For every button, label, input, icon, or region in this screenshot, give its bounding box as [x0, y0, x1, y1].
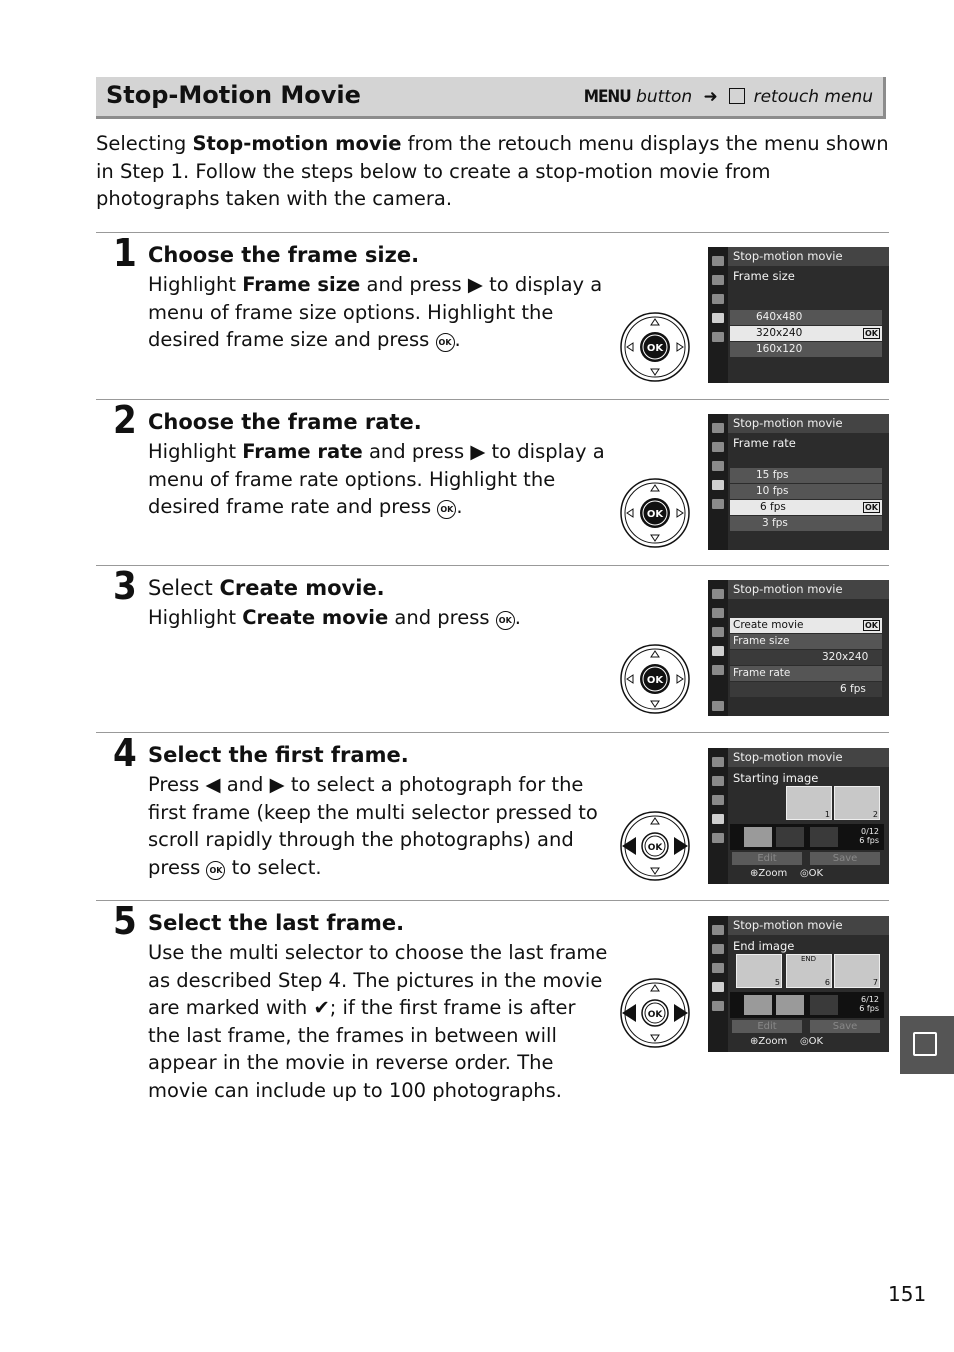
- step-text: .: [514, 606, 521, 629]
- step-bold: Create movie: [242, 606, 389, 629]
- ok-label: OK: [808, 868, 824, 879]
- option-row: Frame size: [730, 634, 882, 649]
- intro-text-2: from the retouch menu displays the menu shown in Step 1. Follow the steps below to create a stop-motion movie from photographs taken with the camera.: [96, 132, 889, 210]
- ok-button-icon: OK: [206, 861, 225, 880]
- multi-selector-icon: [619, 311, 691, 383]
- playback-icon: [712, 757, 724, 767]
- option-row: 10 fps: [730, 484, 882, 499]
- option-row: Frame rate: [730, 666, 882, 681]
- menu-tabs: [708, 247, 728, 383]
- option-row: 3 fps: [730, 516, 882, 531]
- recent-icon: [712, 499, 724, 509]
- option-label: 320x240: [756, 327, 803, 339]
- screen-title: Stop-motion movie: [728, 916, 889, 935]
- step-1: [96, 232, 889, 399]
- intro-text-1: Selecting: [96, 132, 193, 155]
- ok-badge: OK: [865, 503, 878, 512]
- thumbnail: [744, 827, 772, 847]
- action-buttons: [730, 852, 884, 865]
- frame-count: 0/12: [861, 827, 879, 836]
- zoom-icon: ⊕: [750, 1036, 759, 1047]
- intro-paragraph: [96, 130, 896, 213]
- step-text: and: [220, 773, 270, 796]
- arrow-icon: ➜: [703, 87, 718, 107]
- thumbnail: [776, 995, 804, 1015]
- menu-tabs: [708, 748, 728, 884]
- section-title: Stop-Motion Movie: [106, 81, 361, 109]
- step-4: [96, 732, 889, 900]
- frame-number: 2: [872, 810, 878, 819]
- shooting-icon: [712, 944, 724, 954]
- screen-title: Stop-motion movie: [728, 748, 889, 767]
- step-text: to display a menu of frame size options. Highlight the desired frame size and press: [148, 273, 603, 351]
- step-text: and press: [360, 273, 468, 296]
- frame-number: 5: [774, 978, 780, 987]
- step-number: 3: [113, 564, 137, 608]
- right-arrow-icon: ▶: [269, 773, 285, 796]
- screen-subtitle: End image: [733, 939, 795, 953]
- step-heading: Choose the frame rate.: [148, 410, 422, 434]
- page-number: 151: [888, 1282, 927, 1306]
- zoom-label: Zoom: [758, 1036, 788, 1047]
- playback-icon: [712, 925, 724, 935]
- step-heading: [148, 576, 385, 600]
- step-number: 2: [113, 398, 137, 442]
- frame-number: 7: [872, 978, 878, 987]
- retouch-tab-icon: [712, 313, 724, 323]
- svg-text:OK: OK: [646, 343, 664, 354]
- playback-icon: [712, 589, 724, 599]
- frame-counter: [859, 827, 879, 845]
- svg-text:OK: OK: [647, 843, 663, 853]
- save-button: Save: [810, 852, 880, 865]
- option-row-selected: [730, 618, 882, 633]
- option-label: 6 fps: [760, 501, 786, 513]
- frame-rate: 6 fps: [859, 836, 879, 845]
- retouch-tab-icon: [712, 982, 724, 992]
- step-heading: Select the first frame.: [148, 743, 409, 767]
- step-5: [96, 900, 889, 1121]
- ok-label: OK: [808, 1036, 824, 1047]
- recent-icon: [712, 1001, 724, 1011]
- step-body: [148, 939, 608, 1104]
- multi-selector-icon: [619, 643, 691, 715]
- menu-path: [584, 87, 873, 107]
- screen-title: Stop-motion movie: [728, 247, 889, 266]
- step-text: and press: [362, 440, 471, 463]
- step-text: .: [454, 328, 461, 351]
- edit-button: Edit: [732, 852, 802, 865]
- step-text: .: [456, 495, 463, 518]
- end-badge: END: [801, 955, 817, 963]
- recent-icon: [712, 332, 724, 342]
- heading-plain: Select: [148, 576, 220, 600]
- menu-tabs: [708, 414, 728, 550]
- recent-icon: [712, 833, 724, 843]
- ok-button-icon: OK: [496, 611, 515, 630]
- checkmark-icon: ✔: [313, 996, 330, 1019]
- svg-text:OK: OK: [646, 675, 664, 686]
- camera-screen: [708, 580, 889, 716]
- ok-icon: ◎: [799, 868, 809, 879]
- step-heading: Select the last frame.: [148, 911, 405, 935]
- frame-count: 6/12: [861, 995, 879, 1004]
- button-word: button: [636, 87, 693, 107]
- playback-icon: [712, 423, 724, 433]
- retouch-section-tab: [900, 1016, 954, 1074]
- ok-button-icon: OK: [437, 500, 456, 519]
- ok-icon: ◎: [799, 1036, 809, 1047]
- left-arrow-icon: ◀: [205, 773, 221, 796]
- step-text: to display a menu of frame rate options. Highlight the desired frame rate and press: [148, 440, 605, 518]
- right-arrow-icon: ▶: [470, 440, 486, 463]
- step-text: Highlight: [148, 606, 243, 629]
- ok-button-icon: OK: [436, 333, 455, 352]
- option-row-selected: [730, 500, 882, 515]
- photo-preview: [786, 954, 832, 988]
- retouch-menu-label: retouch menu: [753, 87, 873, 107]
- step-body: [148, 771, 608, 881]
- screen-title: Stop-motion movie: [728, 580, 889, 599]
- menu-key-label: MENU: [583, 87, 631, 107]
- option-value: 320x240: [730, 650, 882, 665]
- timeline-strip: [730, 824, 884, 850]
- save-button: Save: [810, 1020, 880, 1033]
- multi-selector-icon: [619, 477, 691, 549]
- camera-screen: [708, 748, 889, 884]
- option-row: 160x120: [730, 342, 882, 357]
- frame-counter: [859, 995, 879, 1013]
- step-text: Highlight: [148, 273, 243, 296]
- screen-footer: [750, 868, 823, 879]
- heading-bold: Create movie.: [219, 576, 385, 600]
- step-bold: Frame size: [242, 273, 361, 296]
- setup-icon: [712, 963, 724, 973]
- right-arrow-icon: ▶: [467, 273, 483, 296]
- menu-tabs: [708, 580, 728, 716]
- retouch-tab-icon: [712, 480, 724, 490]
- photo-preview: [834, 786, 880, 820]
- setup-icon: [712, 795, 724, 805]
- frame-number: 6: [824, 978, 830, 987]
- retouch-icon: [729, 88, 745, 104]
- playback-icon: [712, 256, 724, 266]
- ok-badge: OK: [865, 621, 878, 630]
- zoom-icon: ⊕: [750, 868, 759, 879]
- thumbnail-empty: [810, 995, 838, 1015]
- step-text: to select a photograph for the first frame (keep the multi selector pressed to scroll rapidly through the photographs) and press: [148, 773, 598, 879]
- intro-bold: Stop-motion movie: [192, 132, 402, 155]
- step-number: 5: [113, 899, 137, 943]
- screen-subtitle: Starting image: [733, 771, 819, 785]
- help-icon: [712, 701, 724, 711]
- step-3: [96, 565, 889, 732]
- step-number: 1: [113, 231, 137, 275]
- camera-screen: [708, 414, 889, 550]
- thumbnail: [744, 995, 772, 1015]
- step-text: Highlight: [148, 440, 243, 463]
- section-header: [96, 77, 886, 119]
- setup-icon: [712, 627, 724, 637]
- screen-subtitle: Frame rate: [733, 436, 796, 450]
- setup-icon: [712, 461, 724, 471]
- step-body: [148, 438, 608, 521]
- edit-button: Edit: [732, 1020, 802, 1033]
- retouch-tab-icon: [913, 1032, 937, 1056]
- multi-selector-left-right-icon: [619, 810, 691, 882]
- camera-screen: [708, 916, 889, 1052]
- option-row-selected: [730, 326, 882, 341]
- timeline-strip: [730, 992, 884, 1018]
- option-row: 640x480: [730, 310, 882, 325]
- frame-number: 1: [824, 810, 830, 819]
- screen-footer: [750, 1036, 823, 1047]
- step-number: 4: [113, 731, 137, 775]
- shooting-icon: [712, 275, 724, 285]
- retouch-tab-icon: [712, 814, 724, 824]
- step-bold: Frame rate: [242, 440, 363, 463]
- photo-preview: [834, 954, 880, 988]
- photo-preview: [736, 954, 782, 988]
- step-body: [148, 271, 608, 354]
- option-row: 15 fps: [730, 468, 882, 483]
- step-text: Press: [148, 773, 206, 796]
- photo-preview: [786, 786, 832, 820]
- zoom-label: Zoom: [758, 868, 788, 879]
- setup-icon: [712, 294, 724, 304]
- step-body: [148, 604, 608, 632]
- shooting-icon: [712, 442, 724, 452]
- step-text: ; if the first frame is after the last frame, the frames in between will appear in the movie in reverse order. The movie can include up to 100 photographs.: [148, 996, 576, 1102]
- camera-screen: [708, 247, 889, 383]
- multi-selector-left-right-icon: [619, 977, 691, 1049]
- retouch-tab-icon: [712, 646, 724, 656]
- action-buttons: [730, 1020, 884, 1033]
- svg-text:OK: OK: [646, 509, 664, 520]
- screen-subtitle: Frame size: [733, 269, 795, 283]
- screen-title: Stop-motion movie: [728, 414, 889, 433]
- thumbnail-empty: [776, 827, 804, 847]
- thumbnail-empty: [810, 827, 838, 847]
- option-label: Create movie: [733, 619, 804, 631]
- step-text: and press: [388, 606, 496, 629]
- ok-badge: OK: [865, 329, 878, 338]
- step-heading: Choose the frame size.: [148, 243, 420, 267]
- menu-tabs: [708, 916, 728, 1052]
- recent-icon: [712, 665, 724, 675]
- option-value: 6 fps: [730, 682, 882, 697]
- shooting-icon: [712, 776, 724, 786]
- frame-rate: 6 fps: [859, 1004, 879, 1013]
- step-2: [96, 399, 889, 566]
- shooting-icon: [712, 608, 724, 618]
- step-text: to select.: [225, 855, 322, 879]
- step-text: Use the multi selector to choose the last frame as described Step 4. The pictures in the movie are marked with: [148, 941, 608, 1019]
- svg-text:OK: OK: [647, 1010, 663, 1020]
